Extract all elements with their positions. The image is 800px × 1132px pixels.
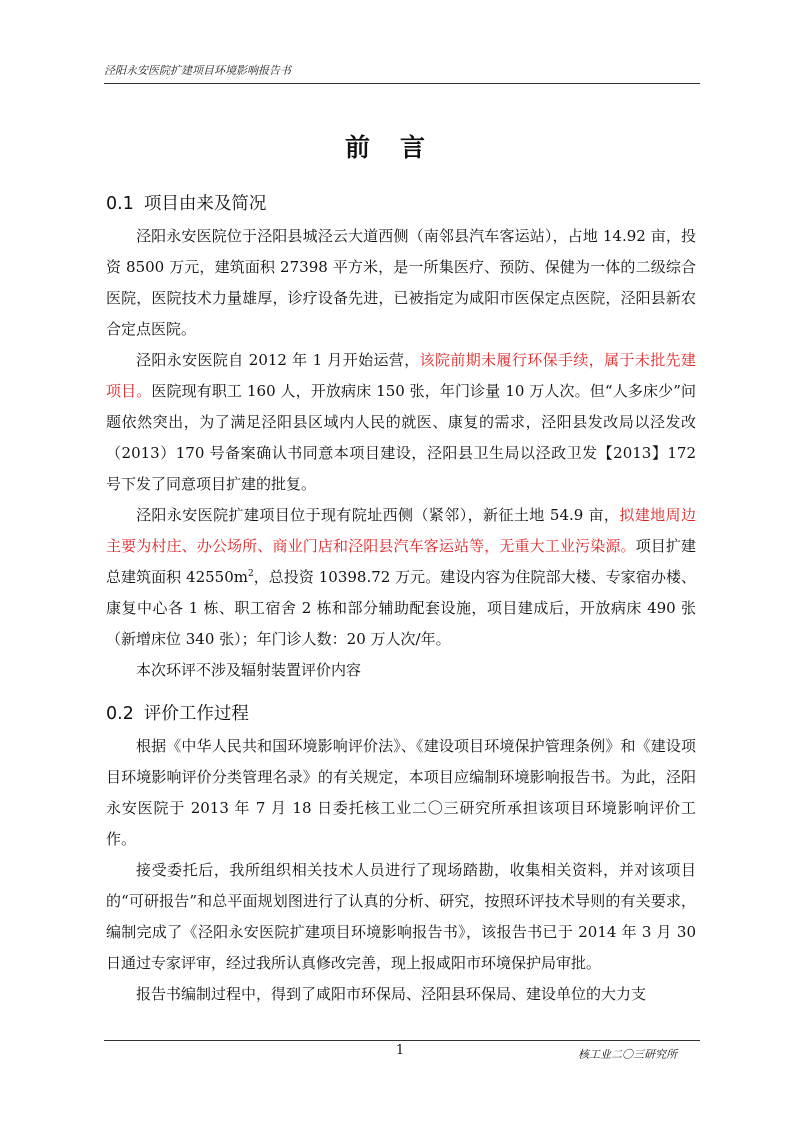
paragraph-3-text-a: 泾阳永安医院扩建项目位于现有院址西侧（紧邻），新征土地 54.9 亩， [136, 506, 620, 524]
paragraph-4: 本次环评不涉及辐射装置评价内容 [136, 661, 362, 679]
paragraph-7: 报告书编制过程中，得到了咸阳市环保局、泾阳县环保局、建设单位的大力支 [136, 985, 647, 1003]
paragraph-3 [106, 500, 696, 655]
page-number: 1 [395, 1043, 405, 1058]
superscript-2: 2 [247, 569, 254, 579]
paragraph-1: 泾阳永安医院位于泾阳县城泾云大道西侧（南邻县汽车客运站），占地 14.92 亩，投资 8500 万元，建筑面积 27398 平方米，是一所集医疗、预防、保健为一体的二级综合医院，医院技术力量雄厚，诊疗设备先进，已被指定为咸阳市医保定点医院，泾阳县新农合定点医院。 [106, 227, 696, 338]
page-title: 前言 [344, 133, 455, 162]
section-heading-0-1 [106, 190, 266, 215]
paragraph-6: 接受委托后，我所组织相关技术人员进行了现场踏勘，收集相关资料，并对该项目的“可研报告”和总平面规划图进行了认真的分析、研究，按照环评技术导则的有关要求，编制完成了《泾阳永安医院扩建项目环境影响报告书》，该报告书已于 2014 年 3 月 30 日通过专家评审，经过我所认真修改完善，现上报咸阳市环境保护局审批。 [106, 861, 696, 972]
running-header: 泾阳永安医院扩建项目环境影响报告书 [104, 64, 291, 77]
footer-rule [104, 1040, 700, 1041]
section-number: 0.1 [106, 194, 134, 214]
paragraph-3-highlight: 拟建地周边主要为村庄、办公场所、商业门店和泾阳县汽车客运站等，无重大工业污染源。 [106, 506, 696, 555]
section-heading-0-2 [106, 700, 249, 725]
section-title: 评价工作过程 [143, 704, 249, 724]
section-title: 项目由来及简况 [143, 194, 267, 214]
paragraph-2-highlight: 该院前期未履行环保手续，属于未批先建项目。 [106, 351, 696, 400]
paragraph-2-text-c: 医院现有职工 160 人，开放病床 150 张，年门诊量 10 万人次。但“人多床少”问题依然突出，为了满足泾阳县区域内人民的就医、康复的需求，泾阳县发改局以泾发改（2013）170 号备案确认书同意本项目建设，泾阳县卫生局以泾政卫发【2013】172 号下发了同意项目扩建的批复。 [106, 382, 696, 493]
paragraph-5: 根据《中华人民共和国环境影响评价法》、《建设项目环境保护管理条例》和《建设项目环境影响评价分类管理名录》的有关规定，本项目应编制环境影响报告书。为此，泾阳永安医院于 2013 年 7 月 18 日委托核工业二〇三研究所承担该项目环境影响评价工作。 [106, 737, 696, 848]
paragraph-2-text-a: 泾阳永安医院自 2012 年 1 月开始运营， [136, 351, 420, 369]
footer-organization: 核工业二〇三研究所 [578, 1048, 677, 1061]
paragraph-2 [106, 345, 696, 500]
paragraph-3-text-d: ，总投资 10398.72 万元。建设内容为住院部大楼、专家宿办楼、康复中心各 1 栋、职工宿舍 2 栋和部分辅助配套设施，项目建成后，开放病床 490 张（新增床位 340 张）；年门诊人数：20 万人次/年。 [106, 568, 696, 648]
header-rule [104, 83, 700, 84]
section-number: 0.2 [106, 704, 134, 724]
paragraph-3-text-c: 项目扩建总建筑面积 42550m [106, 537, 696, 586]
